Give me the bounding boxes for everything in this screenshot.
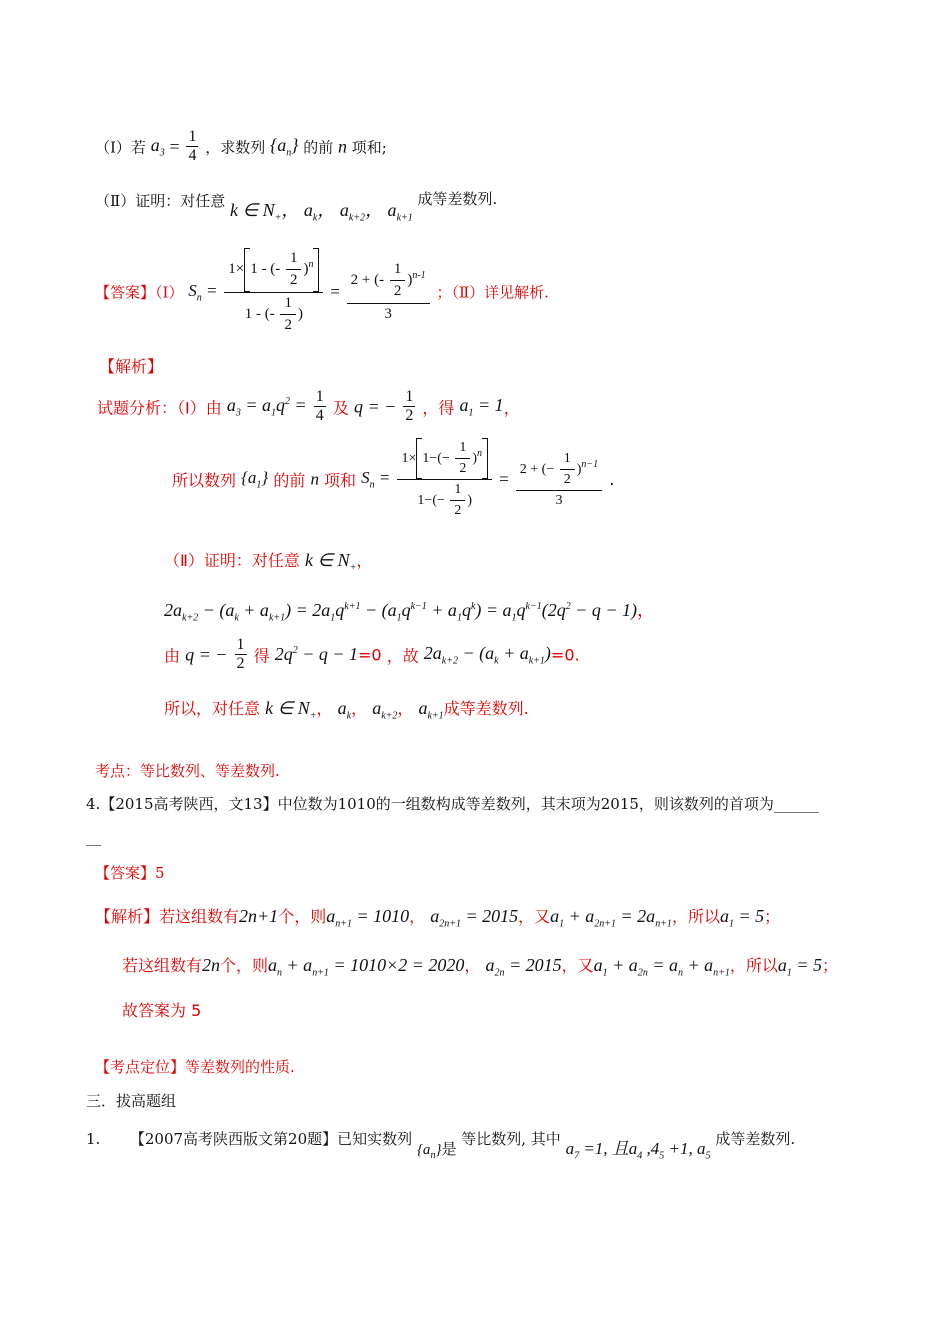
analysis1-line5: 由 q = − $\frac{1}{2}$ 得 $2q^2 - q - 1=0$ ，故 $2a_{k+2} - (a_k + a_{k+1})=0$. [164, 636, 580, 673]
analysis1-tag: 【解析】 [99, 357, 164, 376]
frac-Sn-2: 2 + (- $\frac{1}{2}$ )$^{n-1}$ 3 [347, 261, 430, 323]
answer1-tag: 【答案】 [95, 283, 156, 302]
part1-tail2: 项和; [351, 138, 387, 157]
part1-line: （Ⅰ）若 $a_3$ = $\frac{1}{4}$ ，求数列 $\{a_n\}$ 的前 n 项和; [95, 128, 387, 165]
frac-Sn-1: 1× 1 - (- $\frac{1}{2}$ )$^n$ 1 - (- $\frac{1}{2}$ ) [224, 250, 323, 334]
part2-line [95, 186, 498, 224]
analysis1-line2: 所以数列 $\{a_1\}$ 的前 n 项和 $S_n$ = 1× 1−(− $\frac{1}{2}$ )$^n$ 1−(− $\frac{1}{2}$ ) = 2 + (− $\frac{1}{2}$ )$^{n-1}$ 3 . [172, 440, 615, 519]
q4-line [86, 793, 819, 814]
answer1-part2: ；（Ⅱ）详见解析. [436, 283, 549, 302]
part2-label: （Ⅱ）证明：对任意 [95, 192, 226, 210]
math-seq-an: $\{a_n\}$ [270, 135, 299, 159]
q4-text: 中位数为1010的一组数构成等差数列，其末项为2015，则该数列的首项为______ [277, 795, 819, 813]
q4-number: 4. [86, 795, 101, 813]
answer1-part1: （Ⅰ） [155, 283, 184, 302]
answer4-line [95, 862, 165, 883]
answer4-value: 5 [155, 864, 165, 882]
analysis4-line3: 故答案为 5 [122, 1001, 202, 1020]
q1-line: 1. 【2007高考陕西版文第20题】已知实数列 $\{a_n\}$是 等比数列, 其中 $a_7 =1$, 且$a_4$ $,4_5 +1$, $a_5$ 成等差数列. [86, 1130, 796, 1162]
analysis4-line1: 【解析】若这组数有2n+1个，则$a_{n+1} = 1010$， $a_{2n+1} = 2015$，又$a_1 + a_{2n+1} = 2a_{n+1}$，所以$a_1 = 5$； [95, 906, 781, 930]
answer1-line: 【答案】（Ⅰ） $S_n$ = 1× 1 - (- $\frac{1}{2}$ )$^n$ 1 - (- $\frac{1}{2}$ ) = 2 + (- $\frac{1}{2}$ )$^{n-1}$ 3 ；（Ⅱ）详见解析. [95, 250, 549, 333]
analysis1-line4: $2a_{k+2} - (a_k + a_{k+1}) = 2a_1q^{k+1} - (a_1q^{k-1} + a_1q^k) = a_1q^{k-1}(2q^2 - q - 1)$， [164, 600, 656, 624]
part1-tail: 的前 [303, 138, 334, 157]
kaodian4-text: 等差数列的性质. [185, 1058, 295, 1076]
kaodian1: 考点：等比数列、等差数列. [95, 762, 280, 780]
math-Sn: $S_n$ = [188, 280, 218, 304]
math-k-in-N: k ∈ $N_+$， $a_k$， $a_{k+2}$， $a_{k+1}$ [229, 200, 413, 224]
section3-title: 三．拔高题组 [86, 1092, 177, 1110]
analysis4-line2: 若这组数有2n个，则$a_n + a_{n+1} = 1010\times 2 = 2020$， $a_{2n} = 2015$，又$a_1 + a_{2n} = a_n + a_{n+1}$，所以$a_1 = 5$； [122, 955, 839, 979]
frac-one-quarter: $\frac{1}{4}$ [188, 128, 197, 165]
analysis1-line6: 所以，对任意 k ∈ $N_+$， $a_k$， $a_{k+2}$， $a_{k+1}$成等差数列. [164, 698, 529, 722]
q1-source: 【2007高考陕西版文第20题】 [129, 1130, 338, 1148]
analysis1-line3: （Ⅱ）证明：对任意 k ∈ $N_+$， [164, 550, 373, 574]
q4-source: 【2015高考陕西，文13】 [100, 795, 278, 813]
kaodian4-line [95, 1056, 295, 1077]
answer4-tag: 【答案】 [95, 864, 156, 882]
analysis1-line1: 试题分析：（Ⅰ）由 $a_3 = a_1q^2$ = $\frac{1}{4}$ 及 q = − $\frac{1}{2}$ ，得 $a_1 = 1$， [97, 388, 520, 425]
kaodian4-tag: 【考点定位】 [95, 1058, 186, 1076]
math-a3: $a_3$ [150, 135, 165, 159]
q4-blank-tail: __ [86, 828, 101, 846]
part1-cond: ，求数列 [205, 138, 266, 157]
q1-number: 1. [86, 1130, 101, 1148]
part1-label: （Ⅰ）若 [95, 138, 146, 157]
part2-tail: 成等差数列. [417, 190, 498, 208]
